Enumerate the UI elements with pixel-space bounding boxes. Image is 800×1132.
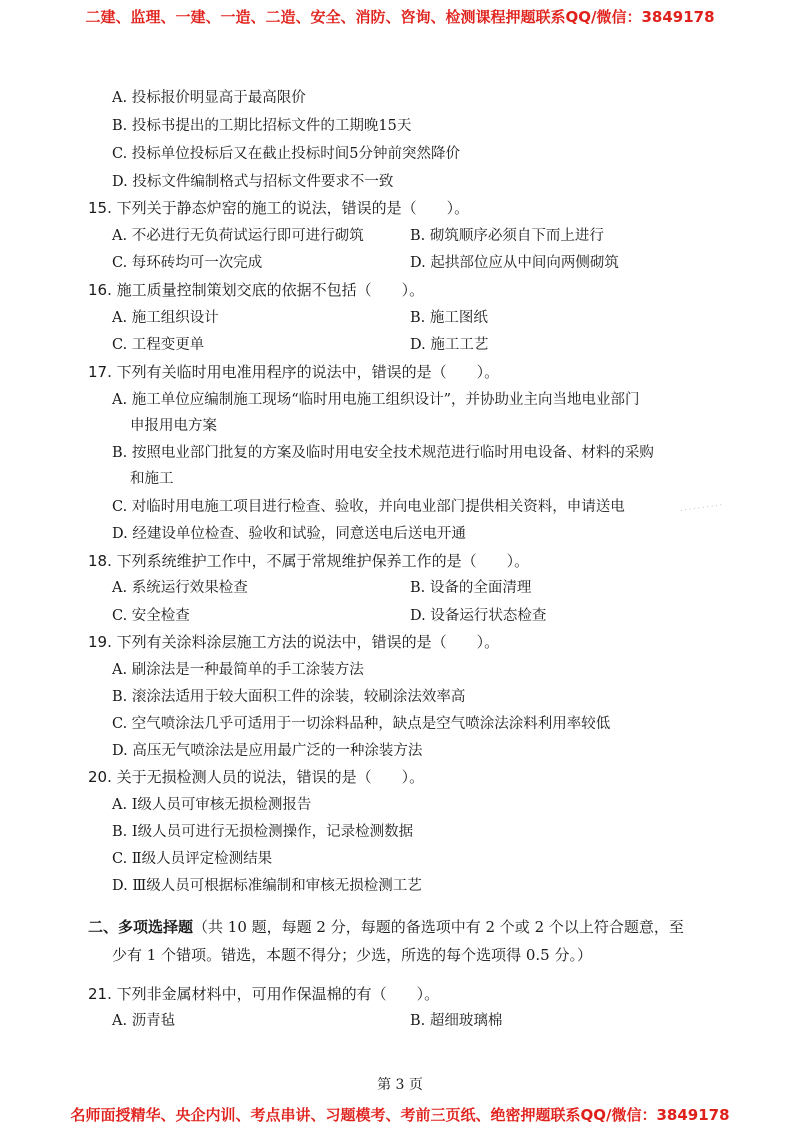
- q17-option-d: D. 经建设单位检查、验收和试验，同意送电后送电开通: [112, 526, 466, 542]
- section-2-desc: （共 10 题，每题 2 分，每题的备选项中有 2 个或 2 个以上符合题意，至: [193, 918, 684, 936]
- q16-stem: 16. 施工质量控制策划交底的依据不包括（ ）。: [88, 281, 425, 299]
- q16-option-a: A. 施工组织设计: [112, 310, 219, 326]
- q16-option-d: D. 施工工艺: [410, 337, 489, 353]
- q17-option-c: C. 对临时用电施工项目进行检查、验收，并向电业部门提供相关资料，申请送电: [112, 499, 625, 515]
- q19-stem: 19. 下列有关涂料涂层施工方法的说法中，错误的是（ ）。: [88, 633, 500, 651]
- q17-option-b-cont: 和施工: [130, 471, 174, 487]
- q16-option-b: B. 施工图纸: [410, 310, 488, 326]
- q19-option-b: B. 滚涂法适用于较大面积工件的涂装，较刷涂法效率高: [112, 689, 466, 705]
- q20-option-b: B. Ⅰ级人员可进行无损检测操作，记录检测数据: [112, 824, 414, 840]
- faint-watermark: · · · · · · · · · ·: [679, 501, 723, 515]
- q19-option-a: A. 刷涂法是一种最简单的手工涂装方法: [112, 662, 364, 678]
- q18-option-b: B. 设备的全面清理: [410, 580, 532, 596]
- q15-stem: 15. 下列关于静态炉窑的施工的说法，错误的是（ ）。: [88, 199, 470, 217]
- q21-stem: 21. 下列非金属材料中，可用作保温棉的有（ ）。: [88, 985, 440, 1003]
- section-2-title: 二、多项选择题: [88, 918, 194, 936]
- q17-option-b: B. 按照电业部门批复的方案及临时用电安全技术规范进行临时用电设备、材料的采购: [112, 445, 654, 461]
- q14-option-c: C. 投标单位投标后又在截止投标时间5分钟前突然降价: [112, 146, 461, 162]
- footer-banner: 名师面授精华、央企内训、考点串讲、习题模考、考前三页纸、绝密押题联系QQ/微信：3849178: [70, 1106, 730, 1124]
- q20-stem: 20. 关于无损检测人员的说法，错误的是（ ）。: [88, 768, 425, 786]
- q17-option-a-cont: 申报用电方案: [130, 418, 217, 434]
- q19-option-d: D. 高压无气喷涂法是应用最广泛的一种涂装方法: [112, 743, 423, 759]
- q19-option-c: C. 空气喷涂法几乎可适用于一切涂料品种，缺点是空气喷涂法涂料利用率较低: [112, 716, 611, 732]
- q20-option-c: C. Ⅱ级人员评定检测结果: [112, 851, 273, 867]
- q15-option-b: B. 砌筑顺序必须自下而上进行: [410, 228, 604, 244]
- section-2-heading: [88, 917, 684, 937]
- q14-option-a: A. 投标报价明显高于最高限价: [112, 90, 306, 106]
- page-number: 第 3 页: [377, 1077, 423, 1093]
- q20-option-d: D. Ⅲ级人员可根据标准编制和审核无损检测工艺: [112, 878, 422, 894]
- q15-option-a: A. 不必进行无负荷试运行即可进行砌筑: [112, 228, 364, 244]
- q18-option-c: C. 安全检查: [112, 608, 190, 624]
- q16-option-c: C. 工程变更单: [112, 337, 205, 353]
- q21-option-b: B. 超细玻璃棉: [410, 1013, 503, 1029]
- q18-option-a: A. 系统运行效果检查: [112, 580, 248, 596]
- q18-stem: 18. 下列系统维护工作中，不属于常规维护保养工作的是（ ）。: [88, 552, 530, 570]
- q15-option-d: D. 起拱部位应从中间向两侧砌筑: [410, 255, 619, 271]
- q17-option-a: A. 施工单位应编制施工现场“临时用电施工组织设计”，并协助业主向当地电业部门: [112, 392, 640, 408]
- q15-option-c: C. 每环砖均可一次完成: [112, 255, 263, 271]
- q14-option-b: B. 投标书提出的工期比招标文件的工期晚15天: [112, 118, 412, 134]
- q18-option-d: D. 设备运行状态检查: [410, 608, 547, 624]
- q17-stem: 17. 下列有关临时用电准用程序的说法中，错误的是（ ）。: [88, 363, 500, 381]
- q20-option-a: A. Ⅰ级人员可审核无损检测报告: [112, 797, 312, 813]
- q14-option-d: D. 投标文件编制格式与招标文件要求不一致: [112, 174, 394, 190]
- header-banner: 二建、监理、一建、一造、二造、安全、消防、咨询、检测课程押题联系QQ/微信：3849178: [85, 8, 715, 26]
- section-2-desc-cont: 少有 1 个错项。错选，本题不得分；少选，所选的每个选项得 0.5 分。）: [112, 946, 592, 964]
- q21-option-a: A. 沥青毡: [112, 1013, 176, 1029]
